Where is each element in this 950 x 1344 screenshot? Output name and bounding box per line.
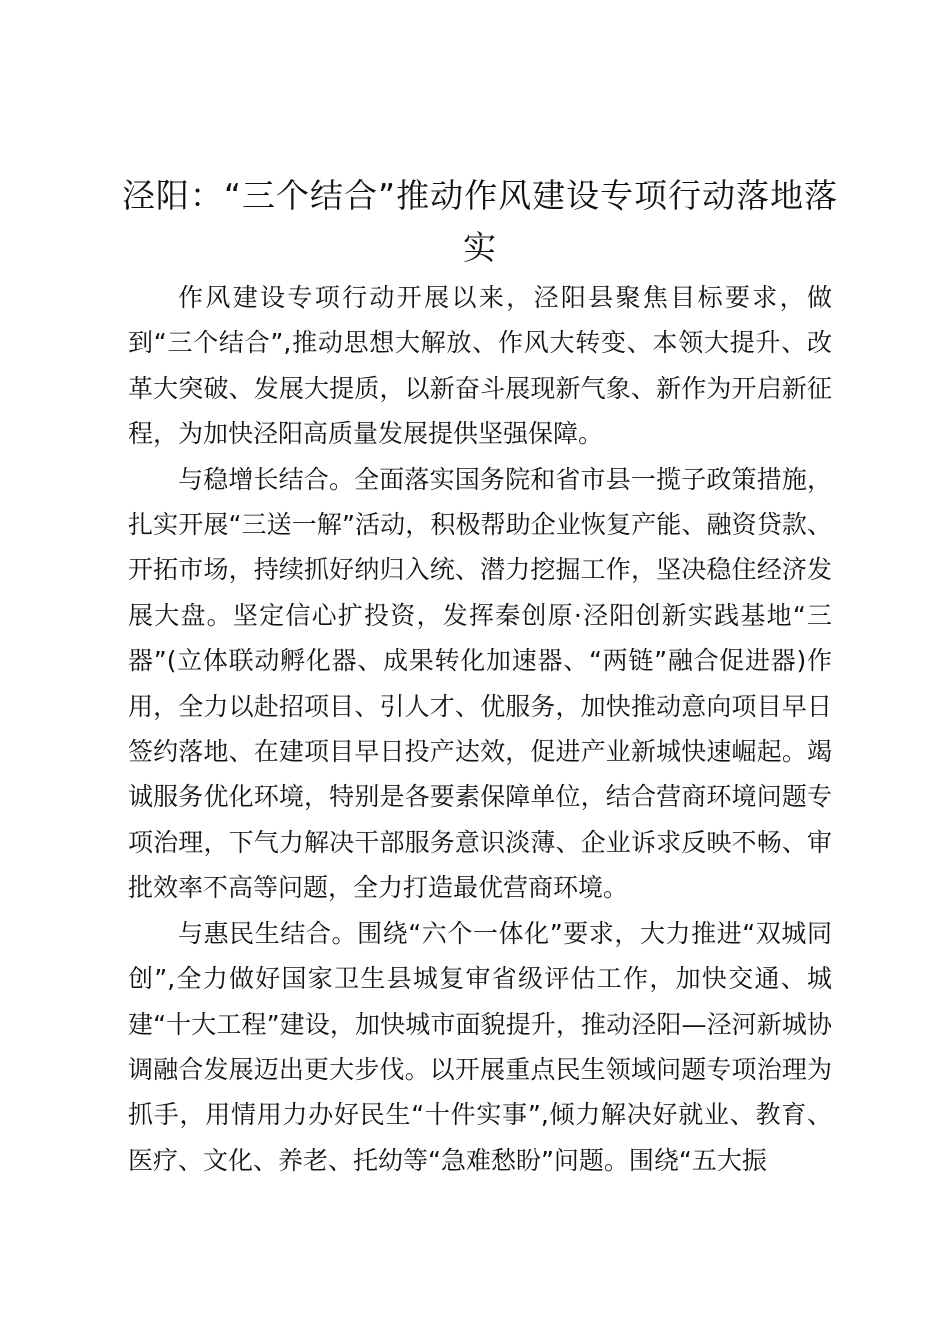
document-title: 泾阳：“三个结合”推动作风建设专项行动落地落实	[121, 176, 839, 267]
paragraph-intro: 作风建设专项行动开展以来，泾阳县聚焦目标要求，做到“三个结合”,推动思想大解放、作风大转变、本领大提升、改革大突破、发展大提质，以新奋斗展现新气象、新作为开启新征程，为加快泾阳高质量发展提供坚强保障。	[128, 283, 832, 449]
document-body	[128, 275, 832, 1183]
paragraph-livelihood: 与惠民生结合。围绕“六个一体化”要求，大力推进“双城同创”,全力做好国家卫生县城复审省级评估工作，加快交通、城建“十大工程”建设，加快城市面貌提升，推动泾阳—泾河新城协调融合发展迈出更大步伐。以开展重点民生领域问题专项治理为抓手，用情用力办好民生“十件实事”,倾力解决好就业、教育、医疗、文化、养老、托幼等“急难愁盼”问题。围绕“五大振	[128, 918, 832, 1175]
paragraph-stable-growth: 与稳增长结合。全面落实国务院和省市县一揽子政策措施，扎实开展“三送一解”活动，积极帮助企业恢复产能、融资贷款、开拓市场，持续抓好纳归入统、潜力挖掘工作，坚决稳住经济发展大盘。坚定信心扩投资，发挥秦创原·泾阳创新实践基地“三器”(立体联动孵化器、成果转化加速器、“两链”融合促进器)作用，全力以赴招项目、引人才、优服务，加快推动意向项目早日签约落地、在建项目早日投产达效，促进产业新城快速崛起。竭诚服务优化环境，特别是各要素保障单位，结合营商环境问题专项治理，下气力解决干部服务意识淡薄、企业诉求反映不畅、审批效率不高等问题，全力打造最优营商环境。	[128, 464, 832, 903]
